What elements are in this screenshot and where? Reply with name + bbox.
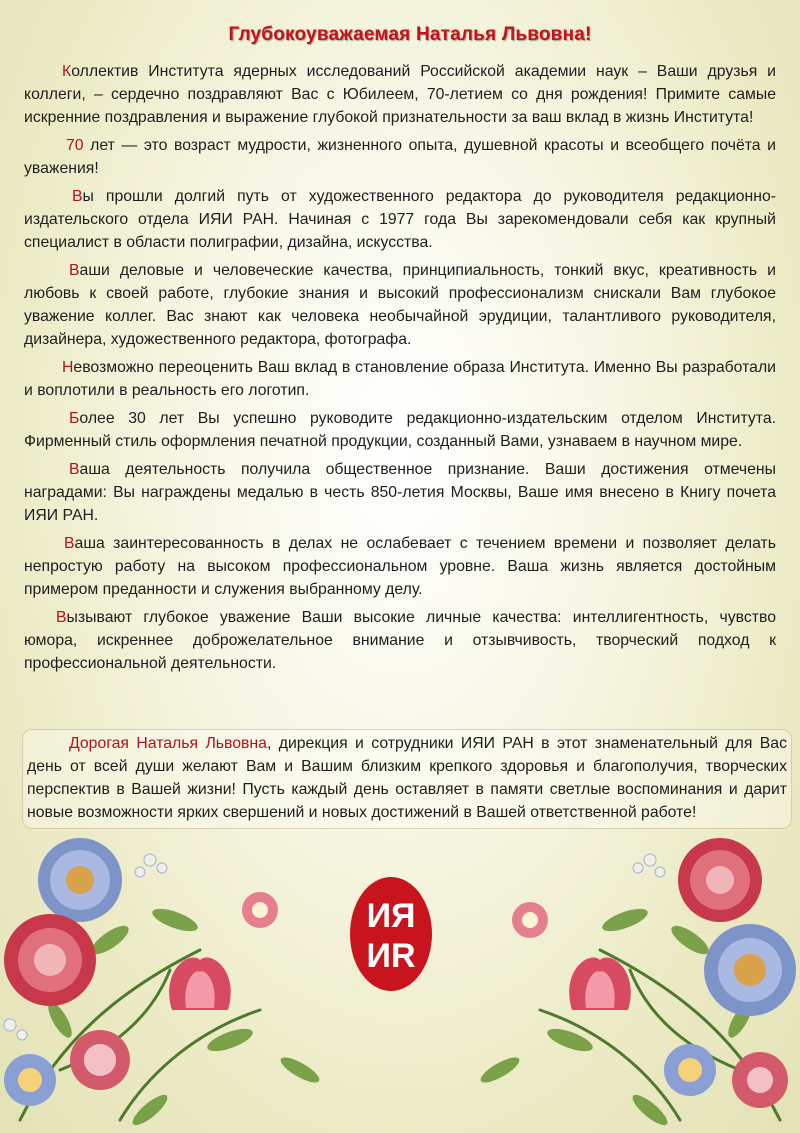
drop-letter: В <box>69 262 80 279</box>
paragraph-text: оллектив Института ядерных исследований Российской академии наук – Ваши друзья и коллеги, – сердечно поздравляют Вас с Юбилеем, 70-летием со дня рождения! Примите самые искренние поздравления и выражение глубокой признательности за ваш вклад в жизнь Института! <box>24 63 776 126</box>
paragraph-5 <box>24 356 776 402</box>
paragraph-1 <box>24 60 776 129</box>
paragraph-text: лет — это возраст мудрости, жизненного опыта, душевной красоты и всеобщего почёта и уважения! <box>24 137 776 177</box>
paragraph-text: аши деловые и человеческие качества, принципиальность, тонкий вкус, креативность и любовь к своей работе, глубокие знания и высокий профессионализм снискали Вам глубокое уважение коллег. Вас знают как человека необычайной эрудиции, талантливого руководителя, дизайнера, художественного редактора, фотографа. <box>24 262 776 348</box>
paragraph-2 <box>24 134 776 180</box>
logo-text-bottom: ИR <box>366 937 416 975</box>
floral-ornament-right <box>460 820 800 1133</box>
page-title: Глубокоуважаемая Наталья Львовна! <box>228 24 592 45</box>
closing-wish <box>22 729 792 829</box>
paragraph-6 <box>24 407 776 453</box>
logo-text-top: ИЯ <box>366 897 416 935</box>
paragraph-text: олее 30 лет Вы успешно руководите редакционно-издательским отделом Института. Фирменный стиль оформления печатной продукции, созданный Вами, узнаваем в научном мире. <box>24 410 776 450</box>
drop-letter: Б <box>69 410 80 427</box>
drop-letter: К <box>62 63 72 80</box>
institute-logo <box>349 875 433 993</box>
floral-ornament-left <box>0 820 340 1133</box>
paragraph-3 <box>24 185 776 254</box>
paragraph-4 <box>24 259 776 351</box>
drop-letter: 70 <box>66 137 84 154</box>
paragraph-text: аша заинтересованность в делах не ослабевает с течением времени и позволяет делать непростую работу на высоком профессиональном уровне. Ваша жизнь является достойным примером преданности и служения выбранному делу. <box>24 535 776 598</box>
paragraph-text: аша деятельность получила общественное признание. Ваши достижения отмечены наградами: Вы награждены медалью в честь 850-летия Москвы, Ваше имя внесено в Книгу почета ИЯИ РАН. <box>24 461 776 524</box>
paragraph-9 <box>24 606 776 675</box>
paragraph-text: ы прошли долгий путь от художественного редактора до руководителя редакционно-издательского отдела ИЯИ РАН. Начиная с 1977 года Вы зарекомендовали себя как крупный специалист в области полиграфии, дизайна, искусства. <box>24 188 776 251</box>
drop-letter: В <box>56 609 67 626</box>
closing-text: , дирекция и сотрудники ИЯИ РАН в этот знаменательный для Вас день от всей души желают Вам и Вашим близким крепкого здоровья и благополучия, творческих перспектив в Вашей жизни! Пусть каждый день оставляет в памяти светлые воспоминания и дарит новые возможности ярких свершений и новых достижений в Вашей ответственной работе! <box>27 735 787 821</box>
paragraph-text: ызывают глубокое уважение Ваши высокие личные качества: интеллигентность, чувство юмора, искреннее доброжелательное внимание и отзывчивость, творческий подход к профессиональной деятельности. <box>24 609 776 672</box>
drop-letter: Н <box>62 359 74 376</box>
letter-body <box>24 60 776 680</box>
closing-address: Дорогая Наталья Львовна <box>69 735 267 752</box>
paragraph-text: евозможно переоценить Ваш вклад в становление образа Института. Именно Вы разработали и воплотили в реальность его логотип. <box>24 359 776 399</box>
drop-letter: В <box>64 535 75 552</box>
drop-letter: В <box>69 461 80 478</box>
drop-letter: В <box>72 188 83 205</box>
paragraph-8 <box>24 532 776 601</box>
paragraph-7 <box>24 458 776 527</box>
